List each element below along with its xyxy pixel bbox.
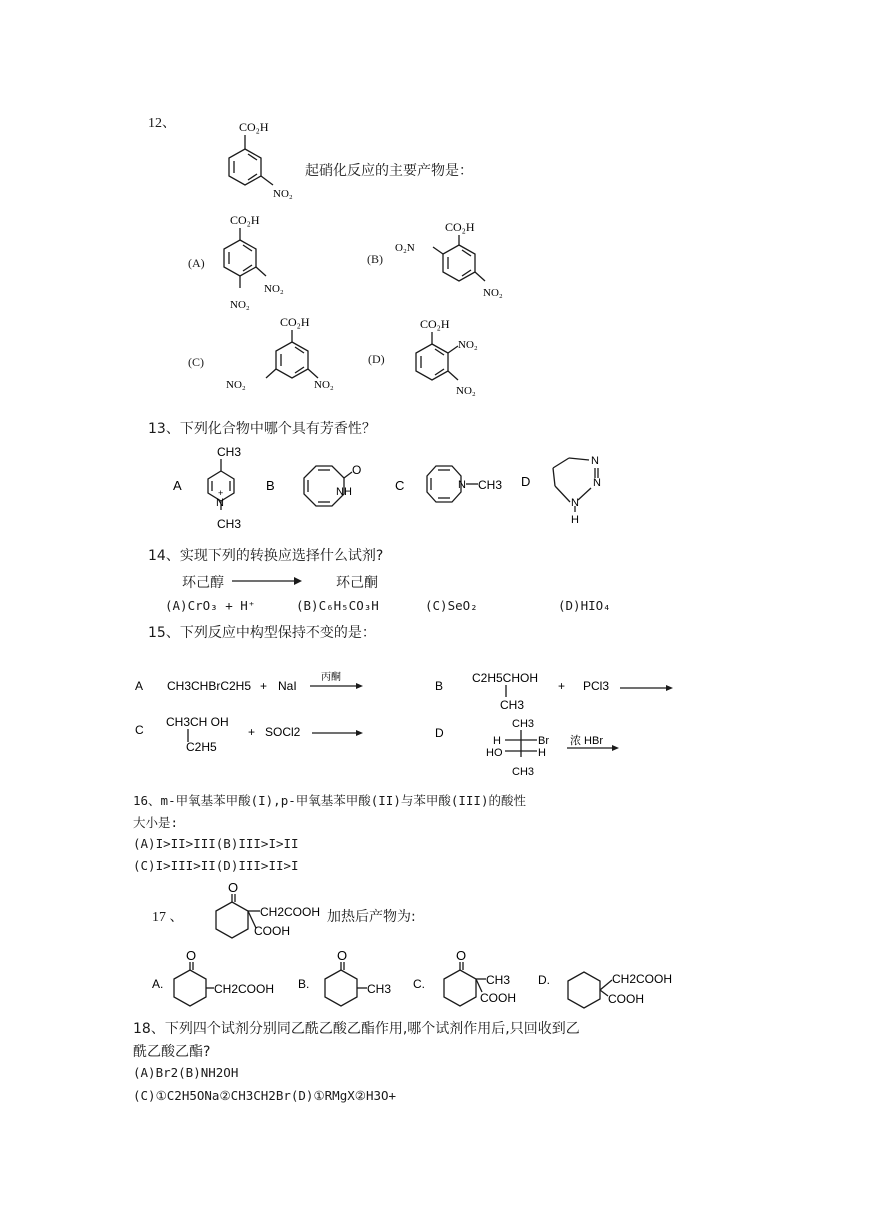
plus-sign: + xyxy=(260,679,268,693)
question-title: 15、下列反应中构型保持不变的是： xyxy=(148,625,376,641)
charge-label: + xyxy=(218,488,224,498)
option-label: B xyxy=(435,679,444,693)
substituent-label: CO₂H xyxy=(230,213,260,227)
group-label: H xyxy=(493,735,501,747)
substituent-label: CO₂H xyxy=(445,220,475,234)
option-label: D. xyxy=(538,973,550,987)
atom-label: CH3 xyxy=(217,517,242,531)
substituent-label: NO₂ xyxy=(230,299,250,311)
option-a: (A)CrO₃ + H⁺ xyxy=(165,598,256,613)
option-label: C xyxy=(395,478,405,493)
option-label: A xyxy=(135,679,144,693)
product-name: 环己酮 xyxy=(336,575,378,591)
reactant-label: C2H5CHOH xyxy=(472,671,539,685)
atom-label: CH3 xyxy=(217,445,242,459)
options-line: (C)I>III>II(D)III>II>I xyxy=(133,858,299,873)
option-label: (C) xyxy=(188,355,204,369)
question-text: 大小是: xyxy=(133,815,179,830)
substituent-label: CO₂H xyxy=(420,317,450,331)
substituent-label: NO₂ xyxy=(483,287,503,299)
substituent-label: NO₂ xyxy=(314,379,334,391)
group-label: CH2COOH xyxy=(612,972,673,986)
atom-label: N xyxy=(458,479,466,491)
substituent-label: NO₂ xyxy=(226,379,246,391)
condition-label: 浓 HBr xyxy=(570,735,603,747)
substituent-label: NO₂ xyxy=(264,283,284,295)
atom-label: O xyxy=(352,463,362,477)
plus-sign: + xyxy=(558,679,566,693)
option-label: B xyxy=(266,478,275,493)
option-label: C. xyxy=(413,977,425,991)
group-label: CH2COOH xyxy=(214,982,275,996)
options-line: (A)Br2(B)NH2OH xyxy=(133,1065,239,1080)
option-d: (D)HIO₄ xyxy=(558,598,611,613)
group-label: CH3 xyxy=(367,982,392,996)
question-text: 起硝化反应的主要产物是： xyxy=(305,163,473,179)
options-line: (C)①C2H5ONa②CH3CH2Br(D)①RMgX②H3O+ xyxy=(133,1088,397,1103)
reactant-name: 环己醇 xyxy=(182,575,224,591)
group-label: COOH xyxy=(608,992,644,1006)
group-label: CH3 xyxy=(486,973,511,987)
substituent-label: CO₂H xyxy=(239,120,269,134)
option-label: A. xyxy=(152,977,164,991)
atom-label: H xyxy=(571,514,579,526)
options-line: (A)I>II>III(B)III>I>II xyxy=(133,836,299,851)
atom-label: CH3 xyxy=(478,478,503,492)
group-label: CH3 xyxy=(512,718,535,730)
option-label: A xyxy=(173,478,182,493)
question-number: 12、 xyxy=(148,116,176,131)
substituent-label: NO₂ xyxy=(456,385,476,397)
atom-label: O xyxy=(337,948,348,963)
group-label: COOH xyxy=(480,991,516,1005)
question-text: 加热后产物为: xyxy=(327,909,416,925)
question-title: 13、下列化合物中哪个具有芳香性？ xyxy=(148,421,376,437)
atom-label: N xyxy=(216,497,224,509)
option-b: (B)C₆H₅CO₃H xyxy=(296,598,379,613)
substituent-label: O₂N xyxy=(395,242,415,254)
option-label: D xyxy=(435,726,444,740)
reactant-label: CH3 xyxy=(500,698,525,712)
atom-label: N xyxy=(593,477,601,489)
option-label: (D) xyxy=(368,352,385,366)
atom-label: O xyxy=(186,948,197,963)
substituent-label: NO₂ xyxy=(273,188,293,200)
question-text: 18、下列四个试剂分别同乙酰乙酸乙酯作用,哪个试剂作用后,只回收到乙 xyxy=(133,1021,580,1037)
atom-label: O xyxy=(456,948,467,963)
group-label: Br xyxy=(538,735,549,747)
group-label: CH2COOH xyxy=(260,905,321,919)
option-label: (B) xyxy=(367,252,383,266)
atom-label: N xyxy=(571,497,579,509)
atom-label: NH xyxy=(336,486,352,498)
atom-label: N xyxy=(591,455,599,467)
reactant-label: CH3CH OH xyxy=(166,715,229,729)
reagent-label: SOCl2 xyxy=(265,725,301,739)
option-label: D xyxy=(521,474,531,489)
question-title: 14、实现下列的转换应选择什么试剂? xyxy=(148,548,384,564)
option-label: (A) xyxy=(188,256,205,270)
plus-sign: + xyxy=(248,725,256,739)
substituent-label: CO₂H xyxy=(280,315,310,329)
reactant-label: C2H5 xyxy=(186,740,217,754)
option-label: C xyxy=(135,723,144,737)
reactant-label: CH3CHBrC2H5 xyxy=(167,679,252,693)
group-label: COOH xyxy=(254,924,290,938)
group-label: CH3 xyxy=(512,766,535,778)
option-label: B. xyxy=(298,977,310,991)
question-text: 酰乙酸乙酯? xyxy=(133,1044,211,1060)
group-label: HO xyxy=(486,747,503,759)
substituent-label: NO₂ xyxy=(458,339,478,351)
group-label: H xyxy=(538,747,546,759)
atom-label: O xyxy=(228,880,239,895)
question-number: 17 、 xyxy=(152,910,184,925)
condition-label: 丙酮 xyxy=(321,672,341,683)
reagent-label: PCl3 xyxy=(583,679,610,693)
reagent-label: NaI xyxy=(278,679,297,693)
question-text: 16、m-甲氧基苯甲酸(I),p-甲氧基苯甲酸(II)与苯甲酸(III)的酸性 xyxy=(133,793,526,808)
option-c: (C)SeO₂ xyxy=(425,598,478,613)
